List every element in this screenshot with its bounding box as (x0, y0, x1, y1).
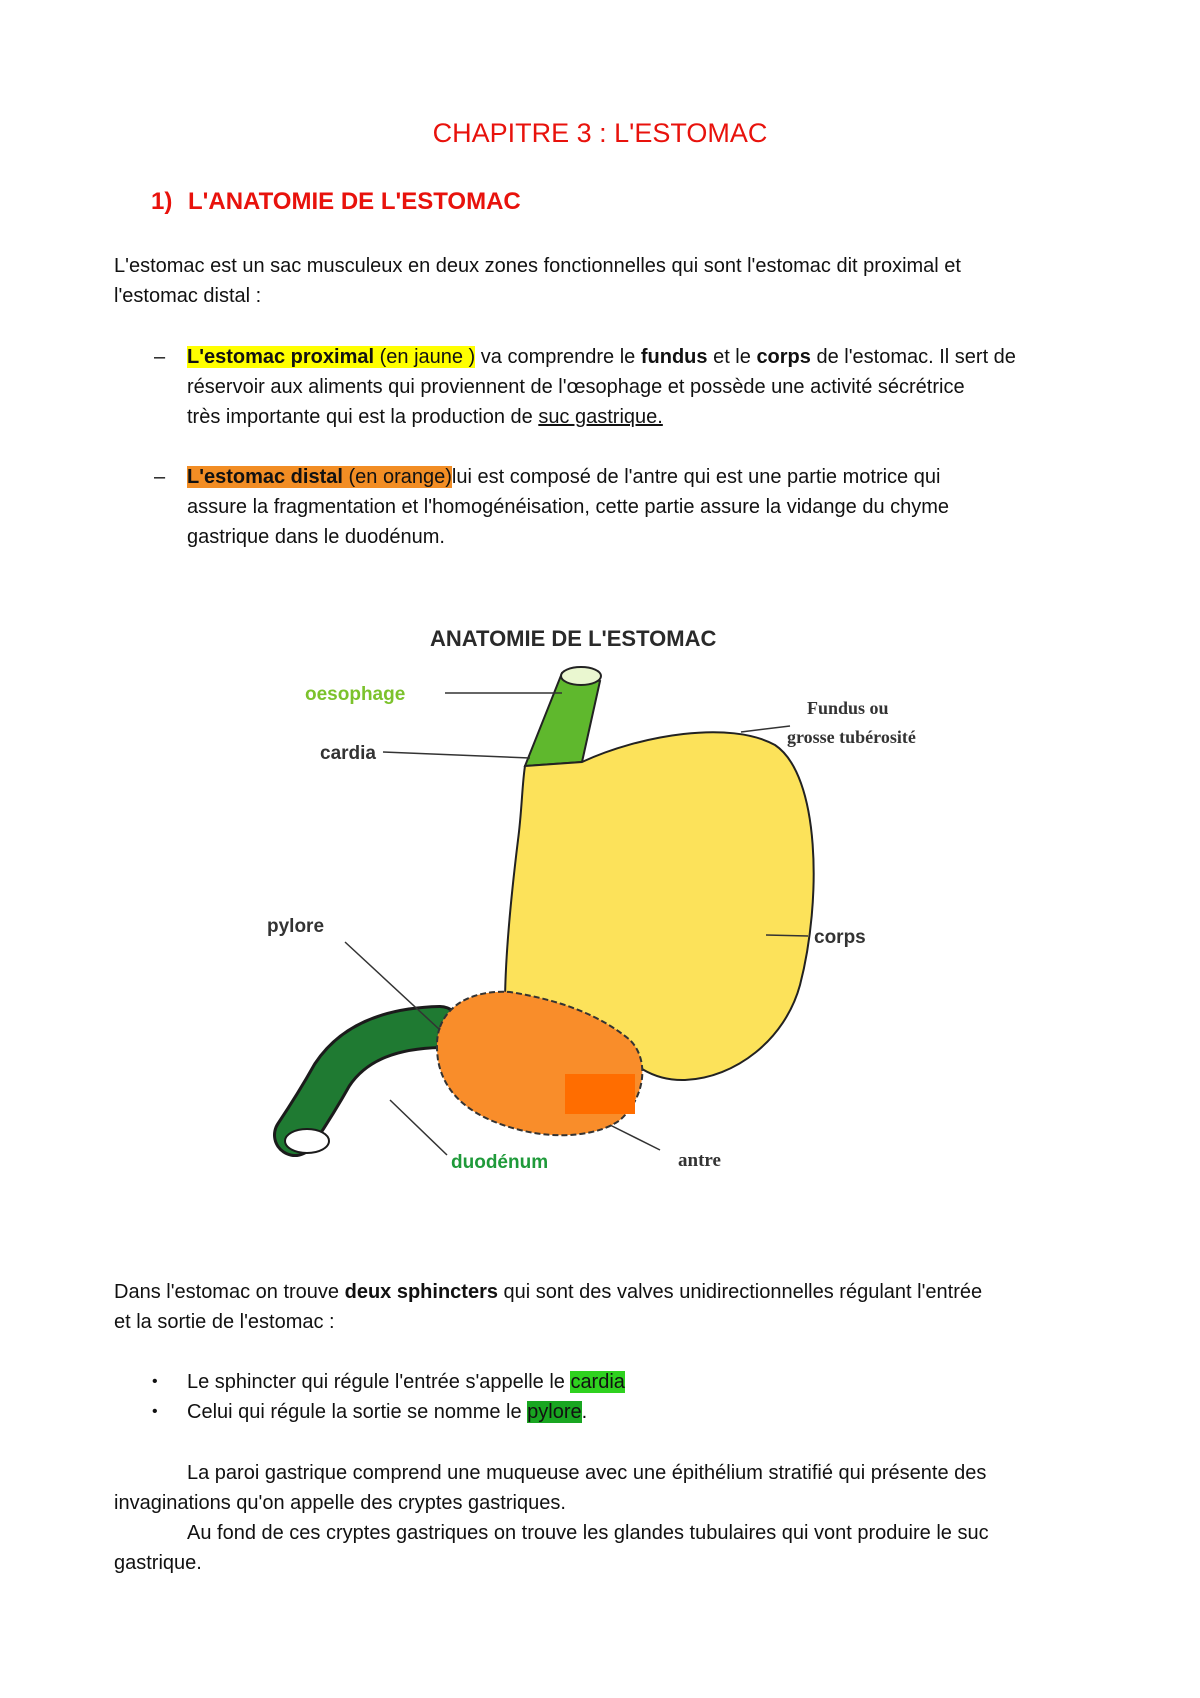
list-item-text: Le sphincter qui régule l'entrée s'appelle le (187, 1371, 571, 1393)
orange-highlight (187, 466, 452, 488)
label-fundus-line-2: grosse tubérosité (787, 727, 916, 747)
section-title (151, 188, 521, 216)
zone-text (187, 342, 1092, 432)
bullet-marker: • (152, 1373, 158, 1390)
duodenum-leader (390, 1100, 447, 1155)
highlight-bold-text: L'estomac proximal (187, 346, 375, 368)
intro-line-1: L'estomac est un sac musculeux en deux zones fonctionnelles qui sont l'estomac dit proximal et (114, 255, 961, 277)
intro-paragraph (114, 251, 1094, 311)
zone-line-3: gastrique dans le duodénum. (187, 526, 445, 548)
corps-leader (766, 935, 808, 936)
label-cardia: cardia (320, 743, 376, 764)
zone-text-part: va comprendre le (475, 346, 641, 368)
bold-term-sphincters: deux sphincters (344, 1281, 498, 1303)
oesophagus-tube (525, 673, 600, 766)
label-duodenum: duodénum (451, 1152, 549, 1173)
highlight-rest-text: (en orange) (348, 466, 452, 488)
paragraph-text: qui sont des valves unidirectionnelles régulant l'entrée (498, 1281, 983, 1303)
oesophagus-opening (561, 667, 601, 685)
green-highlight-cardia: cardia (570, 1371, 625, 1393)
bullet-marker: • (152, 1403, 158, 1420)
antre-patch (565, 1074, 635, 1114)
closing-paragraph-1 (114, 1458, 1094, 1518)
zone-line-2: réservoir aux aliments qui proviennent de l'œsophage et possède une activité sécrétrice (187, 376, 965, 398)
paragraph-line-1: La paroi gastrique comprend une muqueuse avec une épithélium stratifié qui présente des (187, 1462, 987, 1484)
list-item-text: Celui qui régule la sortie se nomme le (187, 1401, 528, 1423)
stomach-anatomy-figure (215, 560, 975, 1173)
highlight-bold-text: L'estomac distal (187, 466, 349, 488)
label-pylore: pylore (267, 916, 325, 937)
label-fundus-line-1: Fundus ou (807, 698, 889, 718)
bold-term-fundus: fundus (640, 346, 708, 368)
closing-paragraph-2 (114, 1518, 1094, 1578)
zone-line-3: très importante qui est la production de (187, 406, 539, 428)
paragraph-line-2: et la sortie de l'estomac : (114, 1311, 335, 1333)
zone-line-2: assure la fragmentation et l'homogénéisation, cette partie assure la vidange du chyme (187, 496, 950, 518)
paragraph-line-1: Au fond de ces cryptes gastriques on trouve les glandes tubulaires qui vont produire le suc (187, 1522, 989, 1544)
antre-leader (610, 1125, 660, 1150)
zone-text-part: de l'estomac. Il sert de (810, 346, 1016, 368)
label-oesophage: oesophage (305, 684, 406, 705)
green-highlight-pylore: pylore (527, 1401, 582, 1423)
label-antre: antre (678, 1150, 721, 1171)
duodenum-opening (285, 1129, 329, 1153)
zone-text (187, 462, 1092, 552)
intro-line-2: l'estomac distal : (114, 285, 262, 307)
paragraph-line-2: invaginations qu'on appelle des cryptes gastriques. (114, 1492, 566, 1514)
duodenum-tube (295, 1027, 440, 1135)
chapter-title: CHAPITRE 3 : L'ESTOMAC (432, 118, 768, 148)
label-corps: corps (814, 927, 866, 948)
yellow-highlight (187, 346, 475, 368)
dash-marker: – (154, 346, 166, 368)
section-title-text: L'ANATOMIE DE L'ESTOMAC (188, 188, 521, 215)
section-number: 1) (151, 188, 173, 215)
dash-marker: – (154, 466, 166, 488)
paragraph-line-2: gastrique. (114, 1552, 202, 1574)
bold-term-corps: corps (756, 346, 811, 368)
sphincters-paragraph (114, 1277, 1094, 1337)
highlight-rest-text: (en jaune ) (374, 346, 476, 368)
fundus-leader (741, 726, 790, 732)
paragraph-text: Dans l'estomac on trouve (114, 1281, 345, 1303)
zone-text-part: lui est composé de l'antre qui est une partie motrice qui (451, 466, 941, 488)
zone-text-part: et le (707, 346, 757, 368)
underlined-term: suc gastrique. (538, 406, 663, 428)
list-item-after: . (581, 1401, 588, 1423)
figure-title: ANATOMIE DE L'ESTOMAC (430, 626, 717, 651)
cardia-leader (383, 752, 530, 758)
